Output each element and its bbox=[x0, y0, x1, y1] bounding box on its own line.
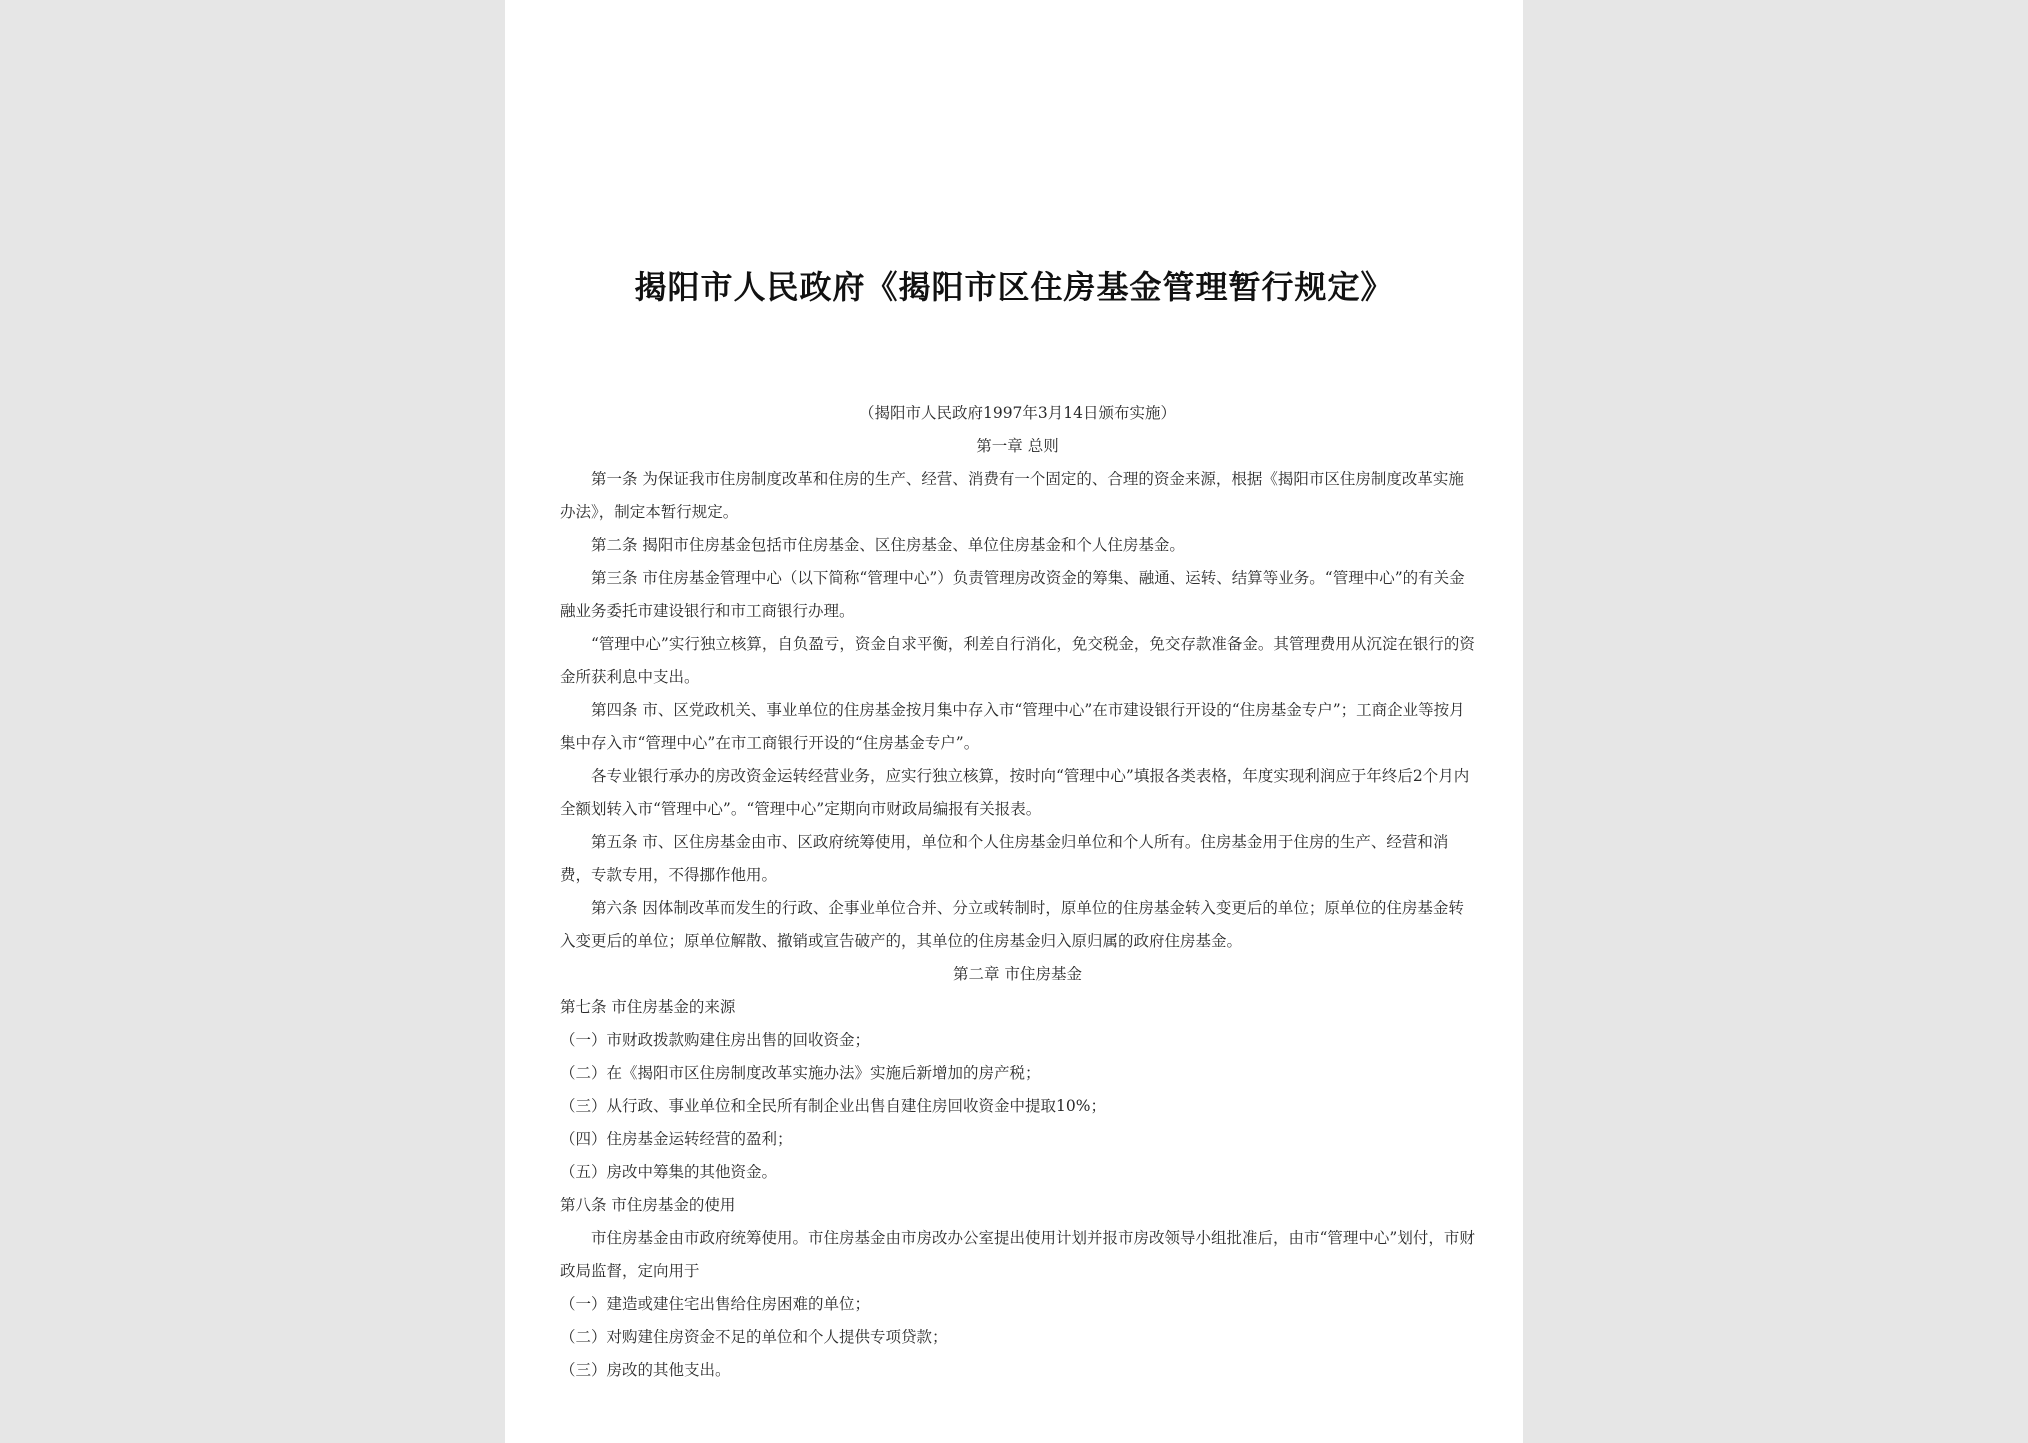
document-body bbox=[560, 397, 1475, 1387]
paragraph: 市住房基金由市政府统筹使用。市住房基金由市房改办公室提出使用计划并报市房改领导小组批准后，由市“管理中心”划付，市财政局监督，定向用于 bbox=[560, 1229, 1475, 1280]
paragraph: 第一条 为保证我市住房制度改革和住房的生产、经营、消费有一个固定的、合理的资金来源，根据《揭阳市区住房制度改革实施办法》，制定本暂行规定。 bbox=[560, 470, 1464, 521]
list-item: （四）住房基金运转经营的盈利； bbox=[560, 1130, 793, 1148]
list-item: （一）市财政拨款购建住房出售的回收资金； bbox=[560, 1031, 871, 1049]
paragraph: 第六条 因体制改革而发生的行政、企事业单位合并、分立或转制时，原单位的住房基金转入变更后的单位；原单位的住房基金转入变更后的单位；原单位解散、撤销或宣告破产的，其单位的住房基金归入原归属的政府住房基金。 bbox=[560, 899, 1464, 950]
article-heading: 第七条 市住房基金的来源 bbox=[560, 998, 736, 1016]
list-item: （二）对购建住房资金不足的单位和个人提供专项贷款； bbox=[560, 1328, 948, 1346]
chapter-heading-1: 第一章 总则 bbox=[976, 437, 1059, 455]
paragraph: 第五条 市、区住房基金由市、区政府统筹使用，单位和个人住房基金归单位和个人所有。住房基金用于住房的生产、经营和消费，专款专用，不得挪作他用。 bbox=[560, 833, 1449, 884]
list-item: （三）从行政、事业单位和全民所有制企业出售自建住房回收资金中提取10%； bbox=[560, 1097, 1106, 1115]
paragraph: 第三条 市住房基金管理中心（以下简称“管理中心”）负责管理房改资金的筹集、融通、运转、结算等业务。“管理中心”的有关金融业务委托市建设银行和市工商银行办理。 bbox=[560, 569, 1465, 620]
document-title: 揭阳市人民政府《揭阳市区住房基金管理暂行规定》 bbox=[634, 268, 1394, 306]
paragraph: 第四条 市、区党政机关、事业单位的住房基金按月集中存入市“管理中心”在市建设银行开设的“住房基金专户”；工商企业等按月集中存入市“管理中心”在市工商银行开设的“住房基金专户”。 bbox=[560, 701, 1465, 752]
paragraph: “管理中心”实行独立核算，自负盈亏，资金自求平衡，利差自行消化，免交税金，免交存款准备金。其管理费用从沉淀在银行的资金所获利息中支出。 bbox=[560, 635, 1475, 686]
list-item: （五）房改中筹集的其他资金。 bbox=[560, 1163, 778, 1181]
issued-note: （揭阳市人民政府1997年3月14日颁布实施） bbox=[858, 404, 1177, 422]
list-item: （三）房改的其他支出。 bbox=[560, 1361, 731, 1379]
document-page bbox=[505, 0, 1523, 1443]
paragraph: 第二条 揭阳市住房基金包括市住房基金、区住房基金、单位住房基金和个人住房基金。 bbox=[591, 536, 1185, 554]
list-item: （二）在《揭阳市区住房制度改革实施办法》实施后新增加的房产税； bbox=[560, 1064, 1041, 1082]
article-heading: 第八条 市住房基金的使用 bbox=[560, 1196, 736, 1214]
paragraph: 各专业银行承办的房改资金运转经营业务，应实行独立核算，按时向“管理中心”填报各类表格，年度实现利润应于年终后2个月内全额划转入市“管理中心”。“管理中心”定期向市财政局编报有关报表。 bbox=[560, 767, 1470, 818]
chapter-heading-2: 第二章 市住房基金 bbox=[953, 965, 1082, 983]
list-item: （一）建造或建住宅出售给住房困难的单位； bbox=[560, 1295, 871, 1313]
